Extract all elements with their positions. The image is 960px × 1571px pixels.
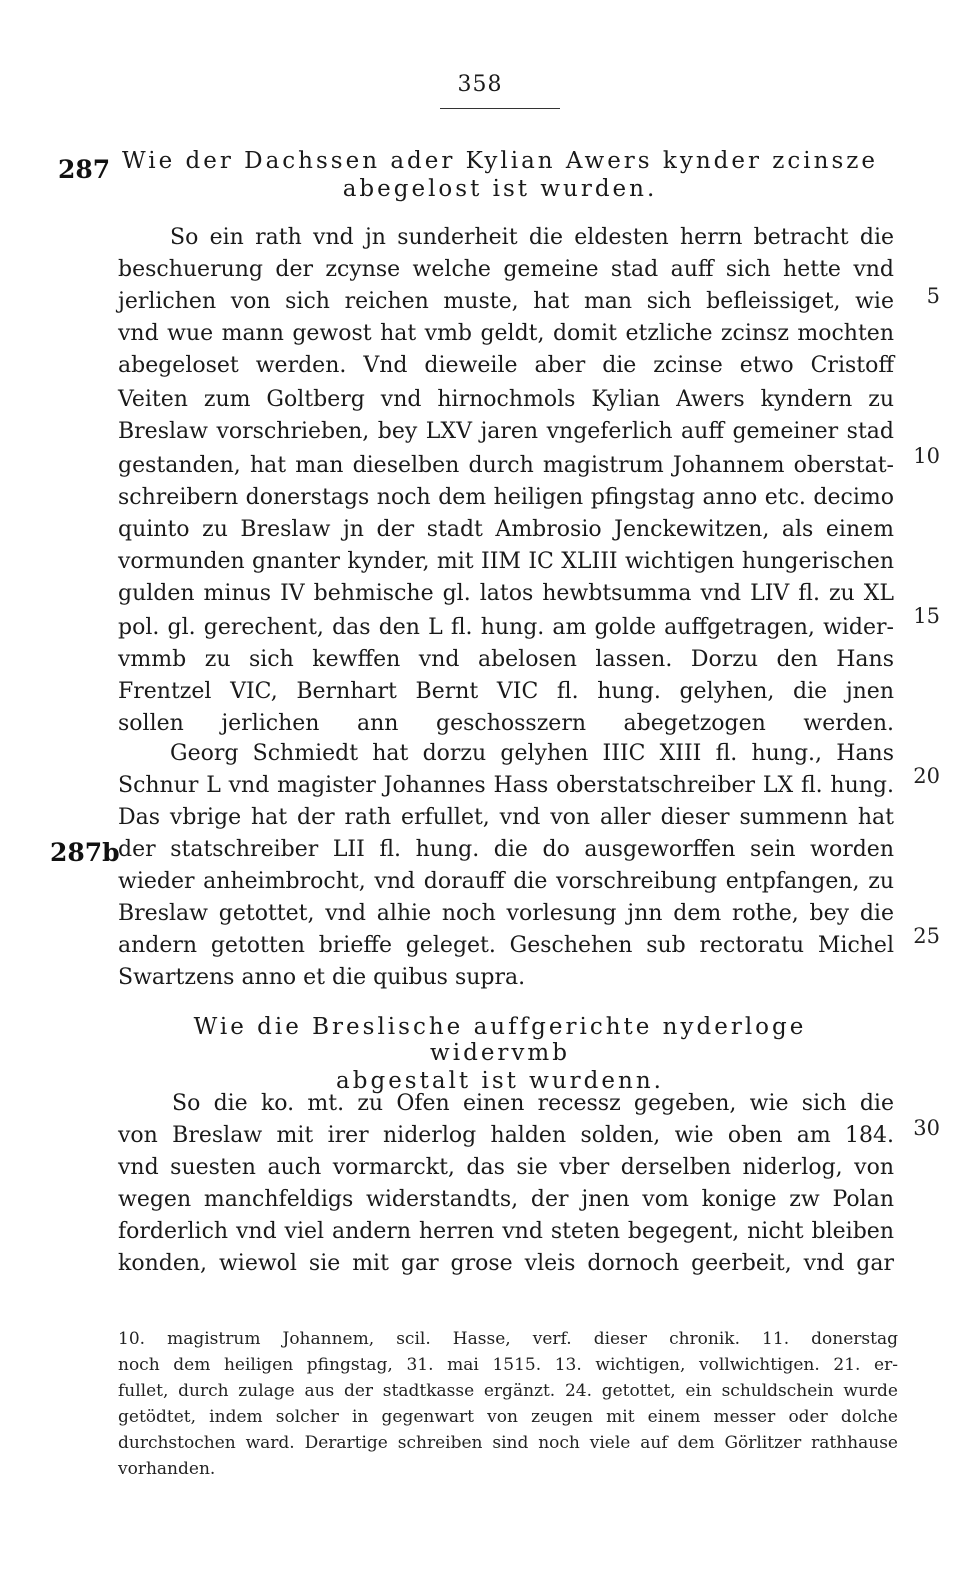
heading-line: Wie die Breslische auffgerichte nyderloge widervmb [193,1014,807,1066]
line-number: 10 [913,444,940,468]
section-heading [120,148,880,202]
page-number: 358 [457,72,503,97]
text-line: jerlichen von sich reichen muste, hat man sich befleissiget, wie [118,289,894,314]
text-line: vnd wue mann gewost hat vmb geldt, domit etzliche zcinsz mochten [118,321,894,346]
text-line: So ein rath vnd jn sunderheit die eldesten herrn betracht die [170,225,894,250]
text-line: von Breslaw mit irer niderlog halden solden, wie oben am 184. [118,1123,894,1148]
text-line: sollen jerlichen ann geschosszern abegetzogen werden. [118,711,894,736]
line-number: 5 [926,284,940,308]
text-line: abegeloset werden. Vnd dieweile aber die zcinse etwo Cristoff [118,353,894,378]
text-line: vnd suesten auch vormarckt, das sie vber derselben niderlog, von [118,1155,894,1180]
line-number: 15 [913,604,940,628]
text-line: Veiten zum Goltberg vnd hirnochmols Kylian Awers kyndern zu [118,387,894,412]
section-number: 287 [58,155,111,184]
text-line: der statschreiber LII fl. hung. die do ausgeworffen sein worden [118,837,894,862]
footnotes [118,1326,898,1482]
footnote-line: durchstochen ward. Derartige schreiben sind noch viele auf dem Görlitzer rathhause [118,1433,898,1453]
footnote-line: 10. magistrum Johannem, scil. Hasse, verf. dieser chronik. 11. donerstag [118,1329,898,1349]
footnote-line: vorhanden. [118,1459,216,1479]
text-line: wegen manchfeldigs widerstandts, der jnen vom konige zw Polan [118,1187,894,1212]
text-line: Swartzens anno et die quibus supra. [118,965,526,990]
text-line: So die ko. mt. zu Ofen einen recessz gegeben, wie sich die [172,1091,894,1116]
text-line: Schnur L vnd magister Johannes Hass oberstatschreiber LX fl. hung. [118,773,894,798]
page-number-rule [440,108,560,109]
text-line: vormunden gnanter kynder, mit IIM IC XLIII wichtigen hungerischen [118,549,894,574]
section-heading [120,1014,880,1094]
text-line: vmmb zu sich kewffen vnd abelosen lassen. Dorzu den Hans [118,647,894,672]
heading-line: abgestalt ist wurdenn. [336,1068,664,1094]
text-line: wieder anheimbrocht, vnd dorauff die vorschreibung entpfangen, zu [118,869,894,894]
text-line: quinto zu Breslaw jn der stadt Ambrosio Jenckewitzen, als einem [118,517,894,542]
text-line: Das vbrige hat der rath erfullet, vnd von aller dieser summenn hat [118,805,894,830]
footnote-line: fullet, durch zulage aus der stadtkasse ergänzt. 24. getottet, ein schuldschein wurde [118,1381,898,1401]
text-line: pol. gl. gerechent, das den L fl. hung. am golde auffgetragen, wider- [118,615,894,640]
text-line: Breslaw vorschrieben, bey LXV jaren vngeferlich auff gemeiner stad [118,419,894,444]
text-line: Frentzel VIC, Bernhart Bernt VIC fl. hung. gelyhen, die jnen [118,679,894,704]
footnote-line: getödtet, indem solcher in gegenwart von zeugen mit einem messer oder dolche [118,1407,898,1427]
text-line: gestanden, hat man dieselben durch magistrum Johannem oberstat- [118,453,894,478]
text-line: konden, wiewol sie mit gar grose vleis dornoch geerbeit, vnd gar [118,1251,894,1276]
section-number: 287b [50,838,120,867]
heading-line: abegelost ist wurden. [342,176,658,202]
text-line: Georg Schmiedt hat dorzu gelyhen IIIC XIII fl. hung., Hans [170,741,894,766]
text-line: schreibern donerstags noch dem heiligen pfingstag anno etc. decimo [118,485,894,510]
heading-line: Wie der Dachssen ader Kylian Awers kynder zcinsze [121,148,879,174]
line-number: 25 [913,924,940,948]
text-line: Breslaw getottet, vnd alhie noch vorlesung jnn dem rothe, bey die [118,901,894,926]
footnote-line: noch dem heiligen pfingstag, 31. mai 1515. 13. wichtigen, vollwichtigen. 21. er- [118,1355,898,1375]
line-number: 20 [913,764,940,788]
text-line: forderlich vnd viel andern herren vnd steten begegent, nicht bleiben [118,1219,894,1244]
line-number: 30 [913,1116,940,1140]
text-line: andern getotten brieffe geleget. Geschehen sub rectoratu Michel [118,933,894,958]
text-line: gulden minus IV behmische gl. latos hewbtsumma vnd LIV fl. zu XL [118,581,894,606]
text-line: beschuerung der zcynse welche gemeine stad auff sich hette vnd [118,257,894,282]
